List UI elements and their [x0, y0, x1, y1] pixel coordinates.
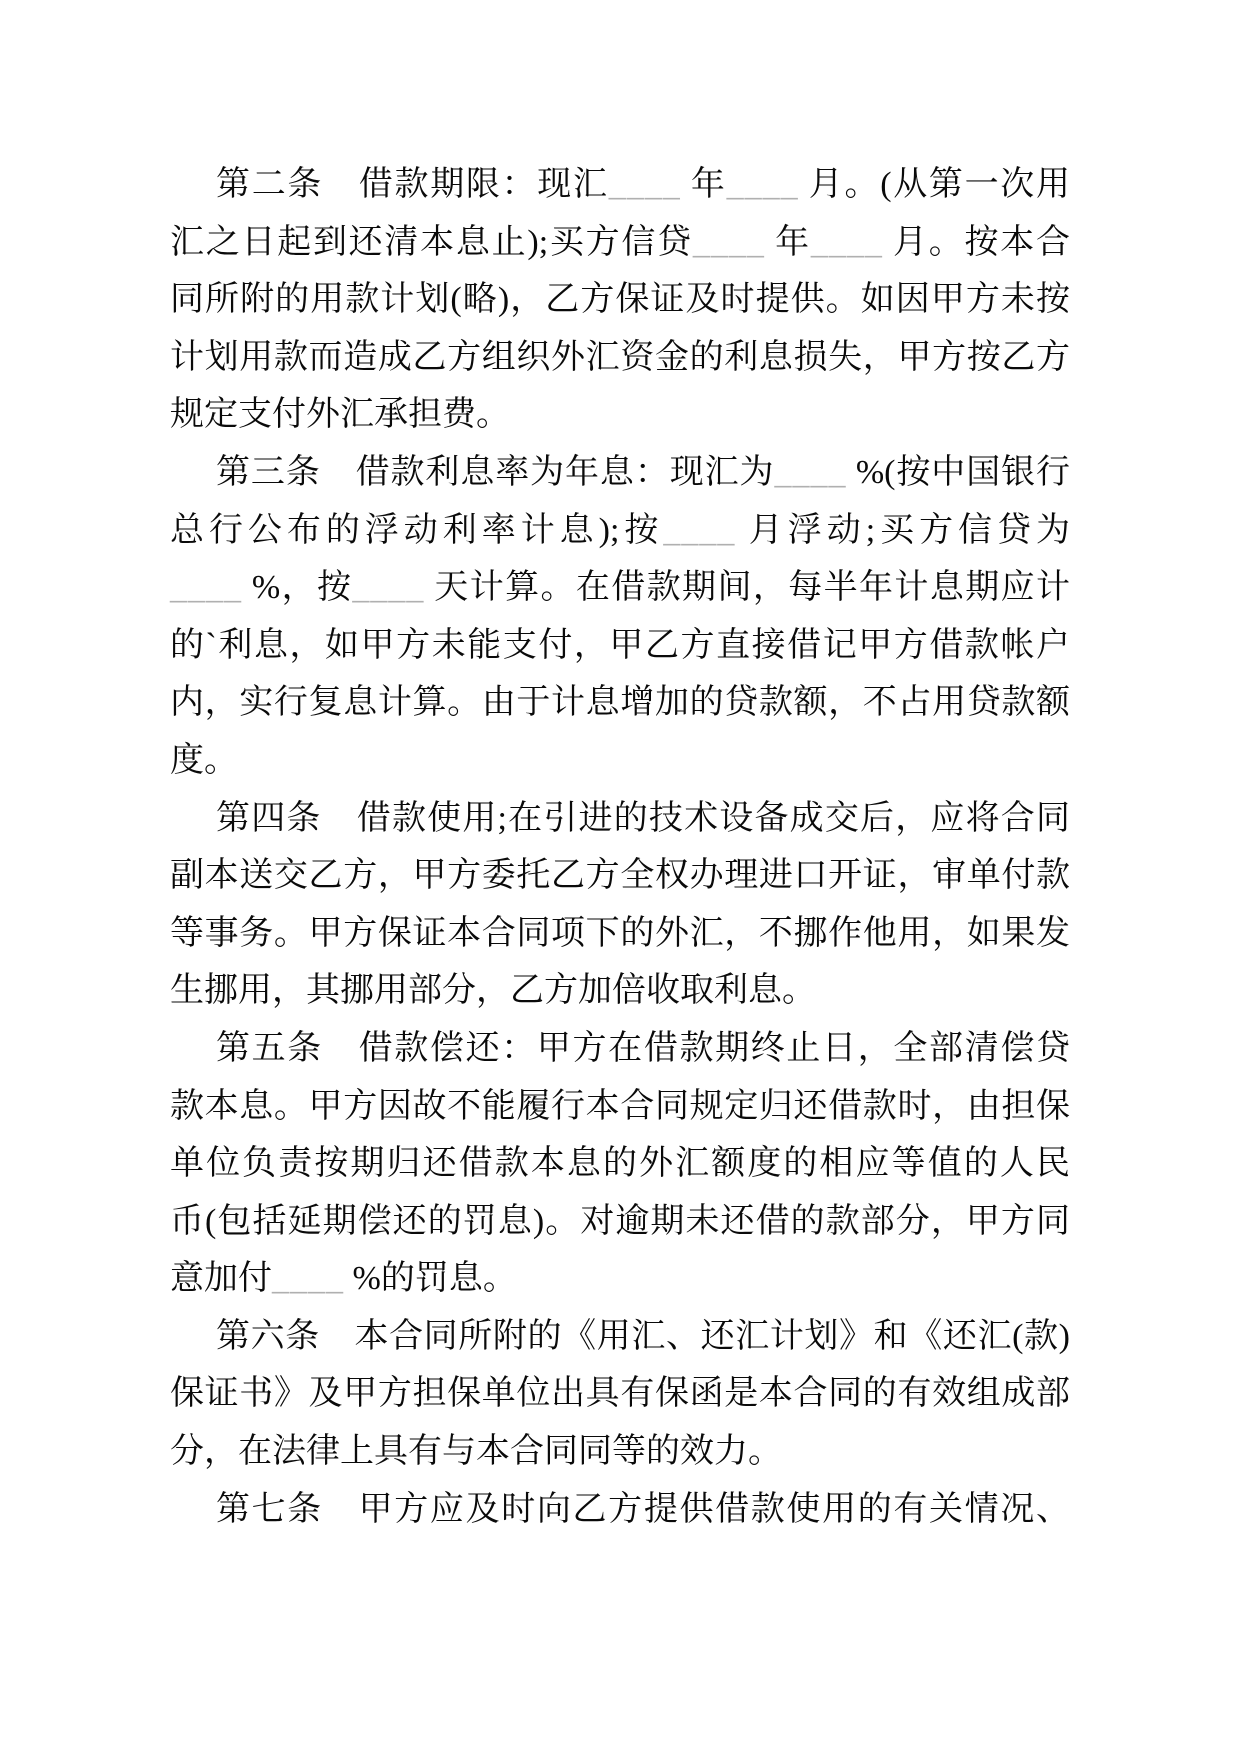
- blank-underline: ____: [726, 166, 799, 203]
- text-line: 第二条 借款期限：现汇____ 年____ 月。(从第一次用: [216, 166, 1071, 203]
- text-line: 副本送交乙方，甲方委托乙方全权办理进口开证，审单付款: [170, 857, 1070, 895]
- text-line: 总行公布的浮动利率计息);按____ 月浮动;买方信贷为: [170, 511, 1070, 549]
- text-line: 第七条 甲方应及时向乙方提供借款使用的有关情况、: [216, 1490, 1070, 1528]
- blank-underline: ____: [774, 453, 847, 491]
- text-line: 内，实行复息计算。由于计息增加的贷款额，不占用贷款额: [170, 684, 1070, 722]
- text-line: 生挪用，其挪用部分，乙方加倍收取利息。: [170, 972, 816, 1010]
- blank-underline: ____: [810, 223, 883, 261]
- blank-underline: ____: [170, 569, 242, 607]
- blank-underline: ____: [352, 569, 425, 607]
- text-line: 单位负责按期归还借款本息的外汇额度的相应等值的人民: [170, 1145, 1070, 1183]
- text-line: 第三条 借款利息率为年息：现汇为____ %(按中国银行: [216, 453, 1070, 491]
- text-line: 汇之日起到还清本息止);买方信贷____ 年____ 月。按本合: [170, 223, 1070, 261]
- blank-underline: ____: [608, 166, 681, 203]
- blank-underline: ____: [663, 511, 736, 549]
- text-line: 款本息。甲方因故不能履行本合同规定归还借款时，由担保: [170, 1087, 1070, 1125]
- text-line: 同所附的用款计划(略)，乙方保证及时提供。如因甲方未按: [170, 281, 1070, 319]
- blank-underline: ____: [272, 1260, 344, 1298]
- text-line: 第六条 本合同所附的《用汇、还汇计划》和《还汇(款): [216, 1317, 1070, 1355]
- text-line: 分，在法律上具有与本合同同等的效力。: [170, 1433, 782, 1471]
- contract-body: [170, 156, 1070, 1538]
- text-line: 保证书》及甲方担保单位出具有保函是本合同的有效组成部: [170, 1375, 1070, 1413]
- text-line: 意加付____ %的罚息。: [170, 1260, 517, 1298]
- text-line: 第五条 借款偿还：甲方在借款期终止日，全部清偿贷: [216, 1029, 1070, 1067]
- text-line: 的`利息，如甲方未能支付，甲乙方直接借记甲方借款帐户: [170, 626, 1070, 664]
- text-line: 度。: [170, 741, 238, 779]
- text-line: 计划用款而造成乙方组织外汇资金的利息损失，甲方按乙方: [170, 338, 1070, 376]
- text-line: 第四条 借款使用;在引进的技术设备成交后，应将合同: [216, 799, 1070, 837]
- text-line: ____ %，按____ 天计算。在借款期间，每半年计息期应计: [170, 569, 1071, 607]
- text-line: 币(包括延期偿还的罚息)。对逾期未还借的款部分，甲方同: [170, 1202, 1070, 1240]
- text-line: 规定支付外汇承担费。: [170, 396, 510, 434]
- blank-underline: ____: [692, 223, 765, 261]
- text-line: 等事务。甲方保证本合同项下的外汇，不挪作他用，如果发: [170, 914, 1070, 952]
